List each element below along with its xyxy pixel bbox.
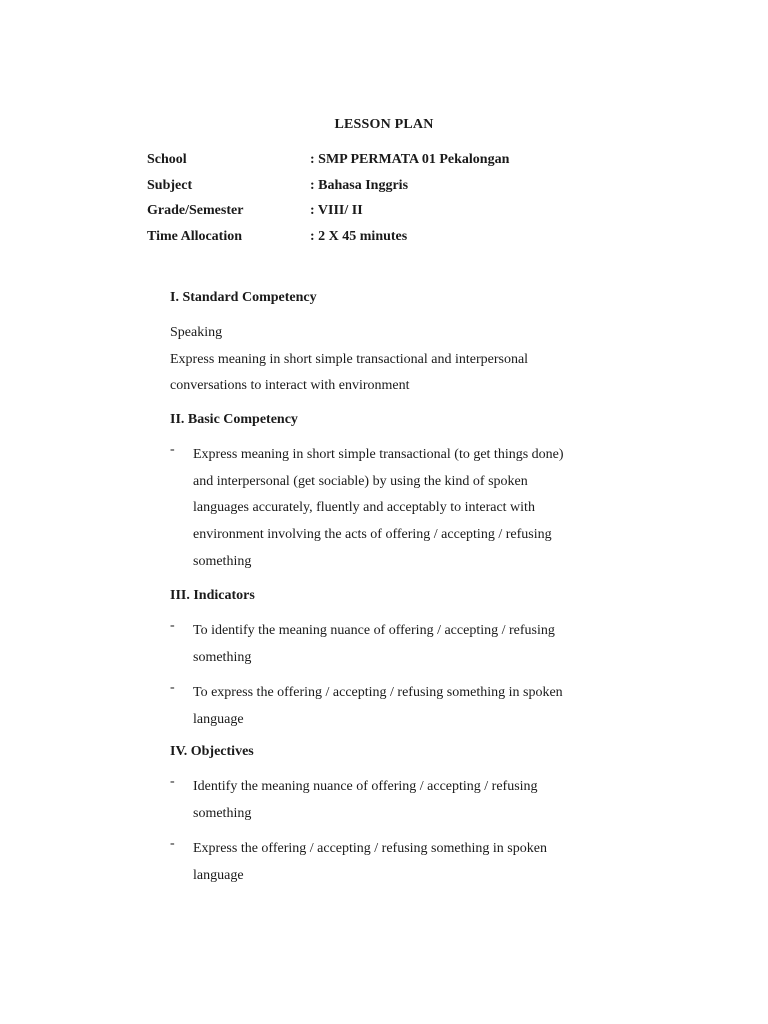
paragraph-line: Speaking — [170, 325, 223, 340]
list-item-line: To express the offering / accepting / refusing something in spoken — [193, 685, 563, 700]
bullet-dash: - — [170, 774, 175, 789]
list-item-line: Identify the meaning nuance of offering / accepting / refusing — [193, 779, 538, 794]
info-value: : VIII/ II — [310, 203, 363, 219]
info-label: School — [147, 152, 187, 167]
info-value: : SMP PERMATA 01 Pekalongan — [310, 152, 510, 167]
info-label: Subject — [147, 177, 193, 193]
list-item-line: languages accurately, fluently and acceptably to interact with — [193, 500, 535, 516]
bullet-dash: - — [170, 680, 175, 695]
list-item-text — [193, 774, 633, 827]
list-item-text — [193, 680, 633, 733]
info-label: Time Allocation — [147, 229, 243, 245]
bullet-dash: - — [170, 618, 175, 633]
list-item-line: something — [193, 805, 252, 821]
page-title: LESSON PLAN — [334, 117, 434, 132]
list-item-text — [193, 618, 633, 671]
section-heading-basic-competency: II. Basic Competency — [170, 412, 298, 427]
list-item-line: language — [193, 711, 244, 727]
list-item-line: and interpersonal (get sociable) by using the kind of spoken — [193, 473, 528, 489]
standard-competency-text — [170, 320, 528, 400]
section-heading-objectives: IV. Objectives — [170, 744, 254, 759]
list-item-line: language — [193, 867, 244, 883]
section-heading-indicators: III. Indicators — [170, 588, 255, 603]
list-item-line: Express meaning in short simple transactional (to get things done) — [193, 447, 564, 462]
list-item-line: To identify the meaning nuance of offering / accepting / refusing — [193, 623, 555, 638]
list-item-text — [193, 836, 633, 889]
paragraph-line: conversations to interact with environment — [170, 378, 410, 393]
list-item-line: something — [193, 553, 252, 569]
list-item-line: environment involving the acts of offering / accepting / refusing — [193, 527, 552, 543]
info-value: : 2 X 45 minutes — [310, 229, 408, 245]
list-item-line: Express the offering / accepting / refusing something in spoken — [193, 841, 547, 856]
info-label: Grade/Semester — [147, 203, 244, 219]
list-item-text — [193, 442, 633, 576]
info-value: : Bahasa Inggris — [310, 177, 409, 193]
section-heading-standard-competency: I. Standard Competency — [170, 290, 317, 305]
bullet-dash: - — [170, 836, 175, 851]
paragraph-line: Express meaning in short simple transactional and interpersonal — [170, 351, 529, 367]
list-item-line: something — [193, 649, 252, 665]
bullet-dash: - — [170, 442, 175, 457]
